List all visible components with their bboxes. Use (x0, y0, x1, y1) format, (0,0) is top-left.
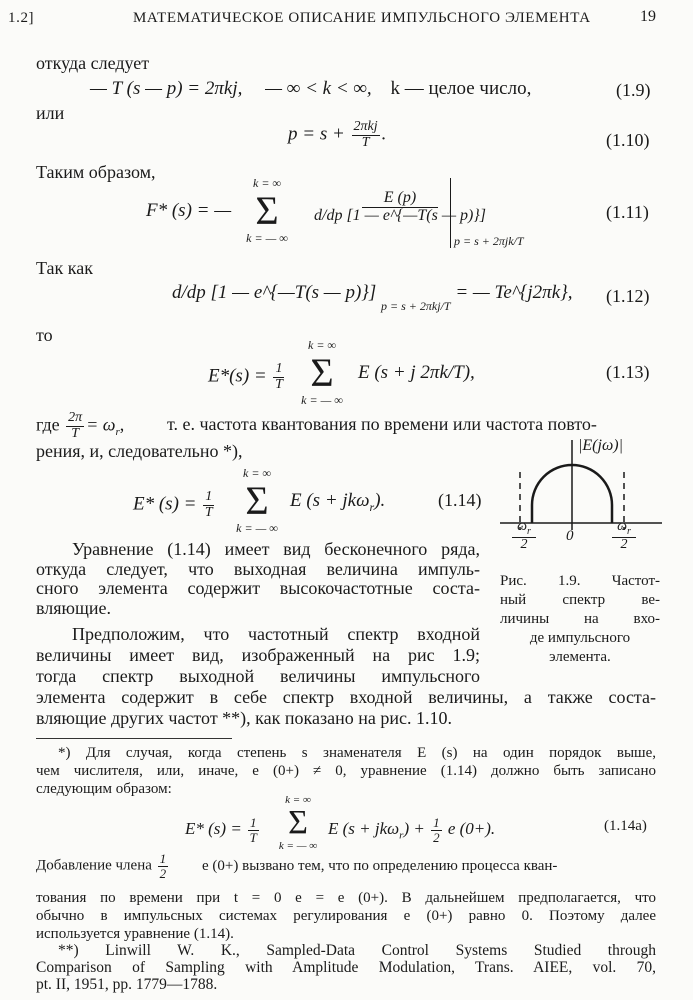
figure-axis-label: |E(jω)| (578, 437, 623, 454)
paragraph-spectrum: Предположим, что частотный спектр входной величины имеет вид, изображенный на рис 1.9; тогда спектр выходной величины импульсного (36, 624, 480, 686)
equation-number: (1.10) (606, 130, 650, 150)
equation-1-9: — T (s — p) = 2πkj, — ∞ < k < ∞, k — целое число, (90, 78, 532, 99)
footnote-1-cont: e (0+) вызвано тем, что по определению процесса кван- (202, 858, 558, 874)
equation-1-11-fraction: $\frac{E (p)}{d/dp [1 — e\^{}\{—T(s — p)\}]}$ (314, 189, 487, 224)
equation-1-14-sum: k = ∞ Σ k = — ∞ (236, 466, 278, 535)
equation-1-14a-sum: k = ∞ Σ k = — ∞ (278, 794, 318, 852)
paragraph: Так как (36, 258, 93, 278)
equation-number: (1.12) (606, 286, 650, 306)
left-tick-label: $\omega_r$ 2 (512, 520, 536, 552)
right-tick-label: $\omega_r$ 2 (612, 520, 636, 552)
figure-caption: Рис. 1.9. Частот- ный спектр ве- личины на вхо- де импульсного элемента. (500, 573, 660, 665)
equation-1-14a: E* (s) = $\frac{1}{T}$ (185, 815, 257, 845)
footnote-rule (36, 738, 232, 739)
paragraph: откуда следует (36, 53, 150, 73)
equation-number: (1.14a) (604, 818, 647, 834)
equation-1-13-body: E (s + j 2πk/T), (358, 362, 475, 383)
equation-number: (1.14) (438, 490, 482, 510)
footnote-1-cont: Добавление члена $\frac{1}{2}$ (36, 851, 167, 881)
paragraph-spectrum-cont: элемента содержит в себе спектр входной величины, а также соста- вляющие других частот **), как показано на рис. 1.10. (36, 687, 656, 728)
footnote-1-tail: тования по времени при t = 0 e = e (0+). В дальнейшем предполагается, что обычно в импульсных системах регулирования e (0+) равно 0. Поэтому далее используется уравнение (1.14). (36, 890, 656, 942)
equation-1-14a-body: E (s + jkω$_r$) + $\frac{1}{2}$ e (0+). (328, 815, 496, 845)
paragraph: где $\frac{2\pi}{T}$ = $\omega_r$, (36, 410, 125, 441)
paragraph-series: Уравнение (1.14) имеет вид бесконечного ряда, откуда следует, что выходная величина импуль- сного элемента содержит высокочастотные соста- вляющие. (36, 539, 480, 618)
equation-1-10: p = s + $\frac{\text{2πkj}}{T}$ . (288, 119, 387, 150)
equation-1-13: E*(s) = $\frac{1}{T}$ (208, 361, 283, 392)
equation-1-11-sum: k = ∞ Σ k = — ∞ (246, 176, 288, 245)
footnote-2: **) Linwill W. K., Sampled-Data Control Systems Studied through Comparison of Sampling with Amplitude Modulation, Trans. AIEE, vol. 70, pt. II, 1951, pp. 1779—1788. (36, 942, 656, 993)
paragraph: т. е. частота квантования по времени или частота повто- (167, 414, 597, 434)
running-title: МАТЕМАТИЧЕСКОЕ ОПИСАНИЕ ИМПУЛЬСНОГО ЭЛЕМЕНТА (133, 10, 591, 26)
equation-number: (1.9) (616, 80, 651, 100)
paragraph: рения, и, следовательно *), (36, 441, 243, 461)
section-number: 1.2] (8, 10, 35, 26)
page-number: 19 (640, 8, 656, 25)
equation-1-11-lhs: F* (s) = — (146, 200, 232, 221)
equation-1-13-sum: k = ∞ Σ k = — ∞ (301, 338, 343, 407)
equation-1-12: d/dp [1 — e^{—T(s — p)}] $_{p = s + 2\pi kj/T}$ = — Te^{j2πk}, (172, 282, 573, 313)
equation-1-14-body: E (s + jkω$_r$). (290, 490, 386, 514)
equation-number: (1.13) (606, 362, 650, 382)
evaluation-bar (450, 178, 451, 248)
equation-number: (1.11) (606, 202, 649, 222)
footnote-1: *) Для случая, когда степень s знаменателя E (s) на один порядок выше, чем числителя, или, иначе, e (0+) ≠ 0, уравнение (1.14) должно быть записано следующим образом: (36, 745, 656, 797)
equation-1-14: E* (s) = $\frac{1}{T}$ (133, 489, 213, 520)
paragraph: или (36, 103, 65, 123)
paragraph: то (36, 325, 53, 345)
paragraph: Таким образом, (36, 162, 156, 182)
evaluation-limit: p = s + 2πjk/T (454, 234, 524, 248)
origin-label: 0 (566, 528, 574, 544)
